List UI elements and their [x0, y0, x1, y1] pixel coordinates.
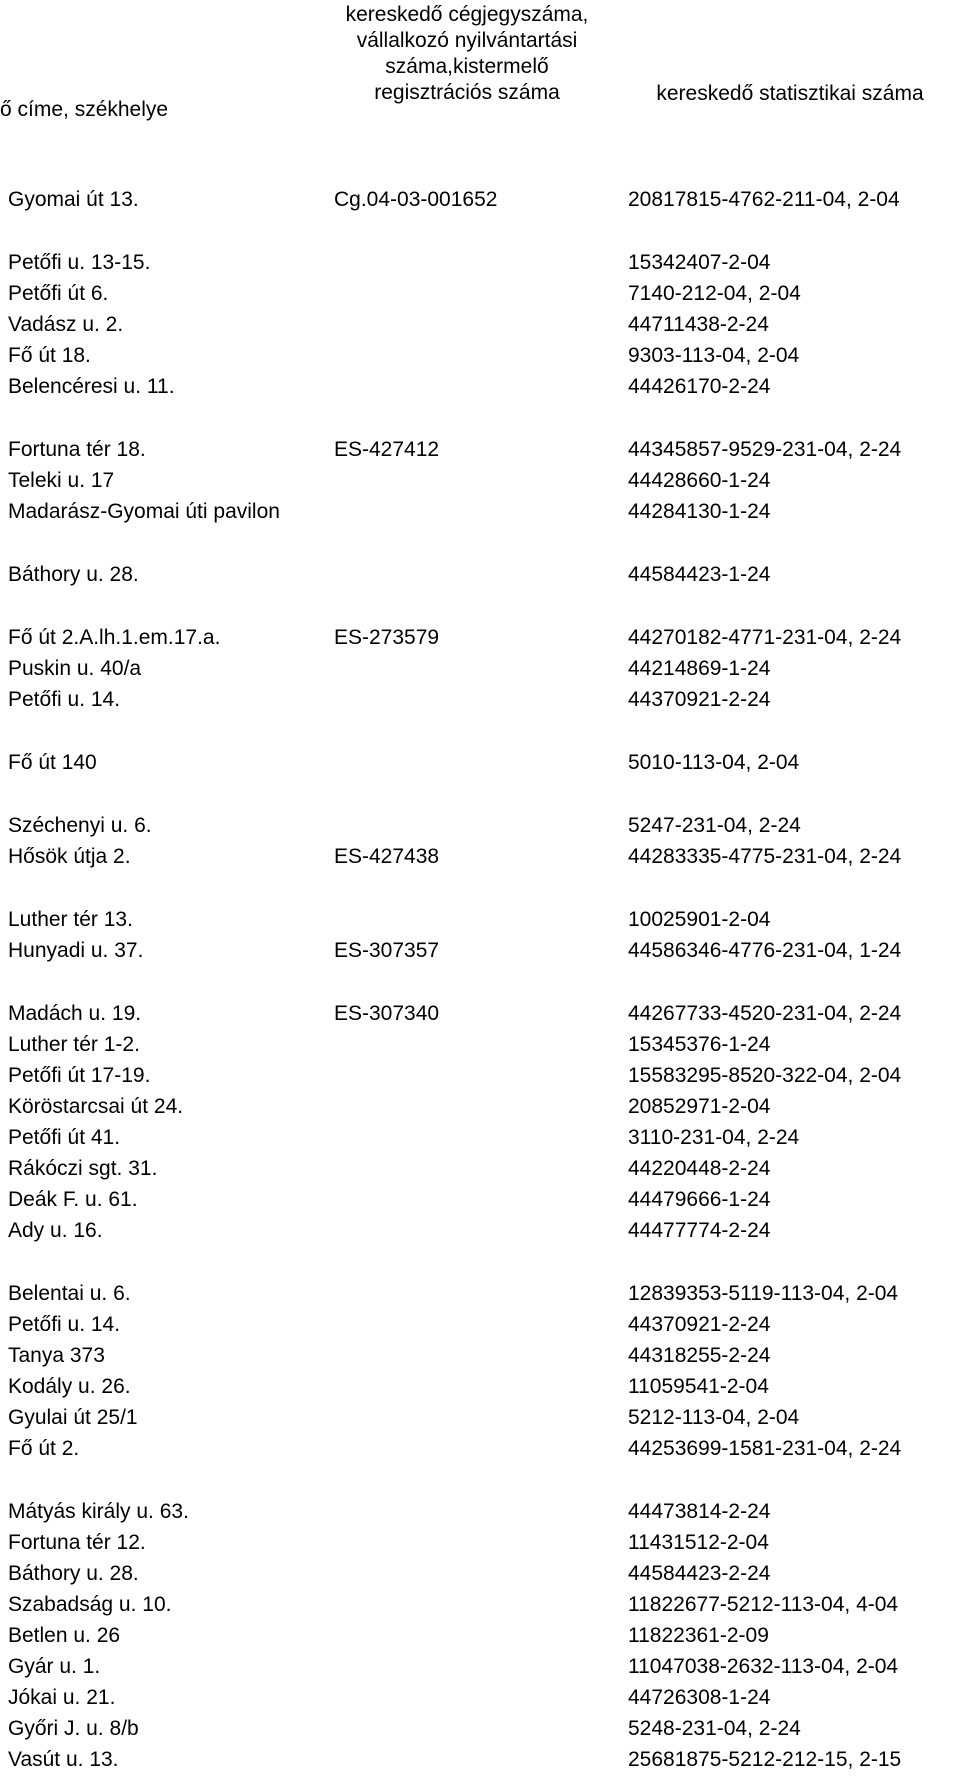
table-row [0, 844, 960, 870]
statistical-number-cell: 25681875-5212-212-15, 2-15 [628, 1748, 902, 1771]
table-row [0, 1032, 960, 1058]
address-cell: Vadász u. 2. [8, 313, 124, 336]
table-row [0, 1436, 960, 1462]
table-row [0, 562, 960, 588]
address-cell: Fő út 2. [8, 1437, 80, 1460]
table-row [0, 187, 960, 213]
header-registration-line: vállalkozó nyilvántartási [356, 29, 578, 52]
statistical-number-cell: 11822361-2-09 [628, 1624, 769, 1647]
address-cell: Rákóczi sgt. 31. [8, 1157, 158, 1180]
address-cell: Deák F. u. 61. [8, 1188, 138, 1211]
address-cell: Vasút u. 13. [8, 1748, 119, 1771]
statistical-number-cell: 44345857-9529-231-04, 2-24 [628, 438, 902, 461]
statistical-number-cell: 7140-212-04, 2-04 [628, 282, 801, 305]
table-row [0, 343, 960, 369]
statistical-number-cell: 44586346-4776-231-04, 1-24 [628, 939, 902, 962]
statistical-number-cell: 10025901-2-04 [628, 908, 771, 931]
address-cell: Gyár u. 1. [8, 1655, 101, 1678]
statistical-number-cell: 44479666-1-24 [628, 1188, 771, 1211]
table-row [0, 499, 960, 525]
address-cell: Gyomai út 13. [8, 188, 139, 211]
statistical-number-cell: 15342407-2-04 [628, 251, 771, 274]
address-cell: Fő út 140 [8, 751, 97, 774]
address-cell: Belentai u. 6. [8, 1282, 131, 1305]
address-cell: Győri J. u. 8/b [8, 1717, 139, 1740]
table-row [0, 625, 960, 651]
statistical-number-cell: 44370921-2-24 [628, 688, 771, 711]
table-row [0, 1592, 960, 1618]
table-row [0, 687, 960, 713]
address-cell: Hunyadi u. 37. [8, 939, 144, 962]
address-cell: Puskin u. 40/a [8, 657, 142, 680]
table-row [0, 907, 960, 933]
statistical-number-cell: 15583295-8520-322-04, 2-04 [628, 1064, 902, 1087]
statistical-number-cell: 44711438-2-24 [628, 313, 769, 336]
statistical-number-cell: 44726308-1-24 [628, 1686, 771, 1709]
statistical-number-cell: 11047038-2632-113-04, 2-04 [628, 1655, 899, 1678]
table-row [0, 374, 960, 400]
table-row [0, 656, 960, 682]
address-cell: Tanya 373 [8, 1344, 105, 1367]
statistical-number-cell: 44318255-2-24 [628, 1344, 771, 1367]
statistical-number-cell: 44283335-4775-231-04, 2-24 [628, 845, 902, 868]
statistical-number-cell: 44220448-2-24 [628, 1157, 771, 1180]
address-cell: Ady u. 16. [8, 1219, 103, 1242]
statistical-number-cell: 44428660-1-24 [628, 469, 771, 492]
address-cell: Petőfi út 6. [8, 282, 109, 305]
table-row [0, 1623, 960, 1649]
statistical-number-cell: 44214869-1-24 [628, 657, 771, 680]
statistical-number-cell: 44284130-1-24 [628, 500, 771, 523]
address-cell: Fortuna tér 12. [8, 1531, 146, 1554]
address-cell: Madách u. 19. [8, 1002, 142, 1025]
registration-number-cell: ES-427412 [334, 438, 440, 461]
address-cell: Luther tér 13. [8, 908, 133, 931]
statistical-number-cell: 44584423-2-24 [628, 1562, 771, 1585]
address-cell: Gyulai út 25/1 [8, 1406, 138, 1429]
statistical-number-cell: 11059541-2-04 [628, 1375, 769, 1398]
statistical-number-cell: 44584423-1-24 [628, 563, 771, 586]
address-cell: Fő út 2.A.lh.1.em.17.a. [8, 626, 221, 649]
table-row [0, 1716, 960, 1742]
table-row [0, 1156, 960, 1182]
table-row [0, 1125, 960, 1151]
registration-number-cell: Cg.04-03-001652 [334, 188, 498, 211]
table-row [0, 468, 960, 494]
statistical-number-cell: 44426170-2-24 [628, 375, 771, 398]
header-registration-line: kereskedő cégjegyszáma, [345, 3, 589, 26]
table-row [0, 1405, 960, 1431]
address-cell: Petőfi út 17-19. [8, 1064, 151, 1087]
table-row [0, 1312, 960, 1338]
table-row [0, 1530, 960, 1556]
statistical-number-cell: 5247-231-04, 2-24 [628, 814, 801, 837]
address-cell: Teleki u. 17 [8, 469, 115, 492]
address-cell: Szabadság u. 10. [8, 1593, 172, 1616]
registration-number-cell: ES-307357 [334, 939, 440, 962]
table-row [0, 1218, 960, 1244]
statistical-number-cell: 44270182-4771-231-04, 2-24 [628, 626, 902, 649]
statistical-number-cell: 44370921-2-24 [628, 1313, 771, 1336]
address-cell: Kodály u. 26. [8, 1375, 131, 1398]
table-row [0, 750, 960, 776]
header-registration-line: száma,kistermelő [385, 55, 549, 78]
header-address-column: ő címe, székhelye [0, 98, 169, 121]
address-cell: Báthory u. 28. [8, 563, 139, 586]
table-row [0, 250, 960, 276]
statistical-number-cell: 15345376-1-24 [628, 1033, 771, 1056]
statistical-number-cell: 44253699-1581-231-04, 2-24 [628, 1437, 902, 1460]
statistical-number-cell: 11822677-5212-113-04, 4-04 [628, 1593, 899, 1616]
registration-number-cell: ES-273579 [334, 626, 440, 649]
address-cell: Fő út 18. [8, 344, 91, 367]
table-row [0, 1561, 960, 1587]
registration-number-cell: ES-307340 [334, 1002, 440, 1025]
address-cell: Madarász-Gyomai úti pavilon [8, 500, 280, 523]
address-cell: Mátyás király u. 63. [8, 1500, 189, 1523]
statistical-number-cell: 12839353-5119-113-04, 2-04 [628, 1282, 899, 1305]
table-row [0, 1094, 960, 1120]
address-cell: Fortuna tér 18. [8, 438, 146, 461]
table-row [0, 1187, 960, 1213]
table-row [0, 1654, 960, 1680]
address-cell: Széchenyi u. 6. [8, 814, 152, 837]
address-cell: Petőfi u. 14. [8, 688, 121, 711]
statistical-number-cell: 3110-231-04, 2-24 [628, 1126, 800, 1149]
address-cell: Petőfi u. 14. [8, 1313, 121, 1336]
address-cell: Luther tér 1-2. [8, 1033, 140, 1056]
table-row [0, 1063, 960, 1089]
header-registration-line: regisztrációs száma [374, 81, 560, 104]
table-row [0, 938, 960, 964]
table-row [0, 813, 960, 839]
address-cell: Petőfi u. 13-15. [8, 251, 151, 274]
table-row [0, 1499, 960, 1525]
address-cell: Jókai u. 21. [8, 1686, 116, 1709]
statistical-number-cell: 44267733-4520-231-04, 2-24 [628, 1002, 902, 1025]
table-row [0, 437, 960, 463]
statistical-number-cell: 44477774-2-24 [628, 1219, 771, 1242]
statistical-number-cell: 5248-231-04, 2-24 [628, 1717, 801, 1740]
statistical-number-cell: 5212-113-04, 2-04 [628, 1406, 800, 1429]
table-row [0, 1001, 960, 1027]
table-row [0, 1685, 960, 1711]
table-row [0, 1343, 960, 1369]
table-row [0, 312, 960, 338]
table-row [0, 1281, 960, 1307]
address-cell: Köröstarcsai út 24. [8, 1095, 184, 1118]
statistical-number-cell: 11431512-2-04 [628, 1531, 769, 1554]
table-row [0, 281, 960, 307]
statistical-number-cell: 5010-113-04, 2-04 [628, 751, 800, 774]
address-cell: Hősök útja 2. [8, 845, 131, 868]
table-row [0, 1747, 960, 1773]
address-cell: Báthory u. 28. [8, 1562, 139, 1585]
address-cell: Petőfi út 41. [8, 1126, 121, 1149]
header-statistical-number-column: kereskedő statisztikai száma [656, 82, 924, 105]
statistical-number-cell: 20817815-4762-211-04, 2-04 [628, 188, 900, 211]
statistical-number-cell: 20852971-2-04 [628, 1095, 771, 1118]
statistical-number-cell: 44473814-2-24 [628, 1500, 771, 1523]
header-registration-column [322, 2, 612, 106]
table-row [0, 1374, 960, 1400]
address-cell: Belencéresi u. 11. [8, 375, 175, 398]
statistical-number-cell: 9303-113-04, 2-04 [628, 344, 800, 367]
address-cell: Betlen u. 26 [8, 1624, 121, 1647]
registration-number-cell: ES-427438 [334, 845, 440, 868]
